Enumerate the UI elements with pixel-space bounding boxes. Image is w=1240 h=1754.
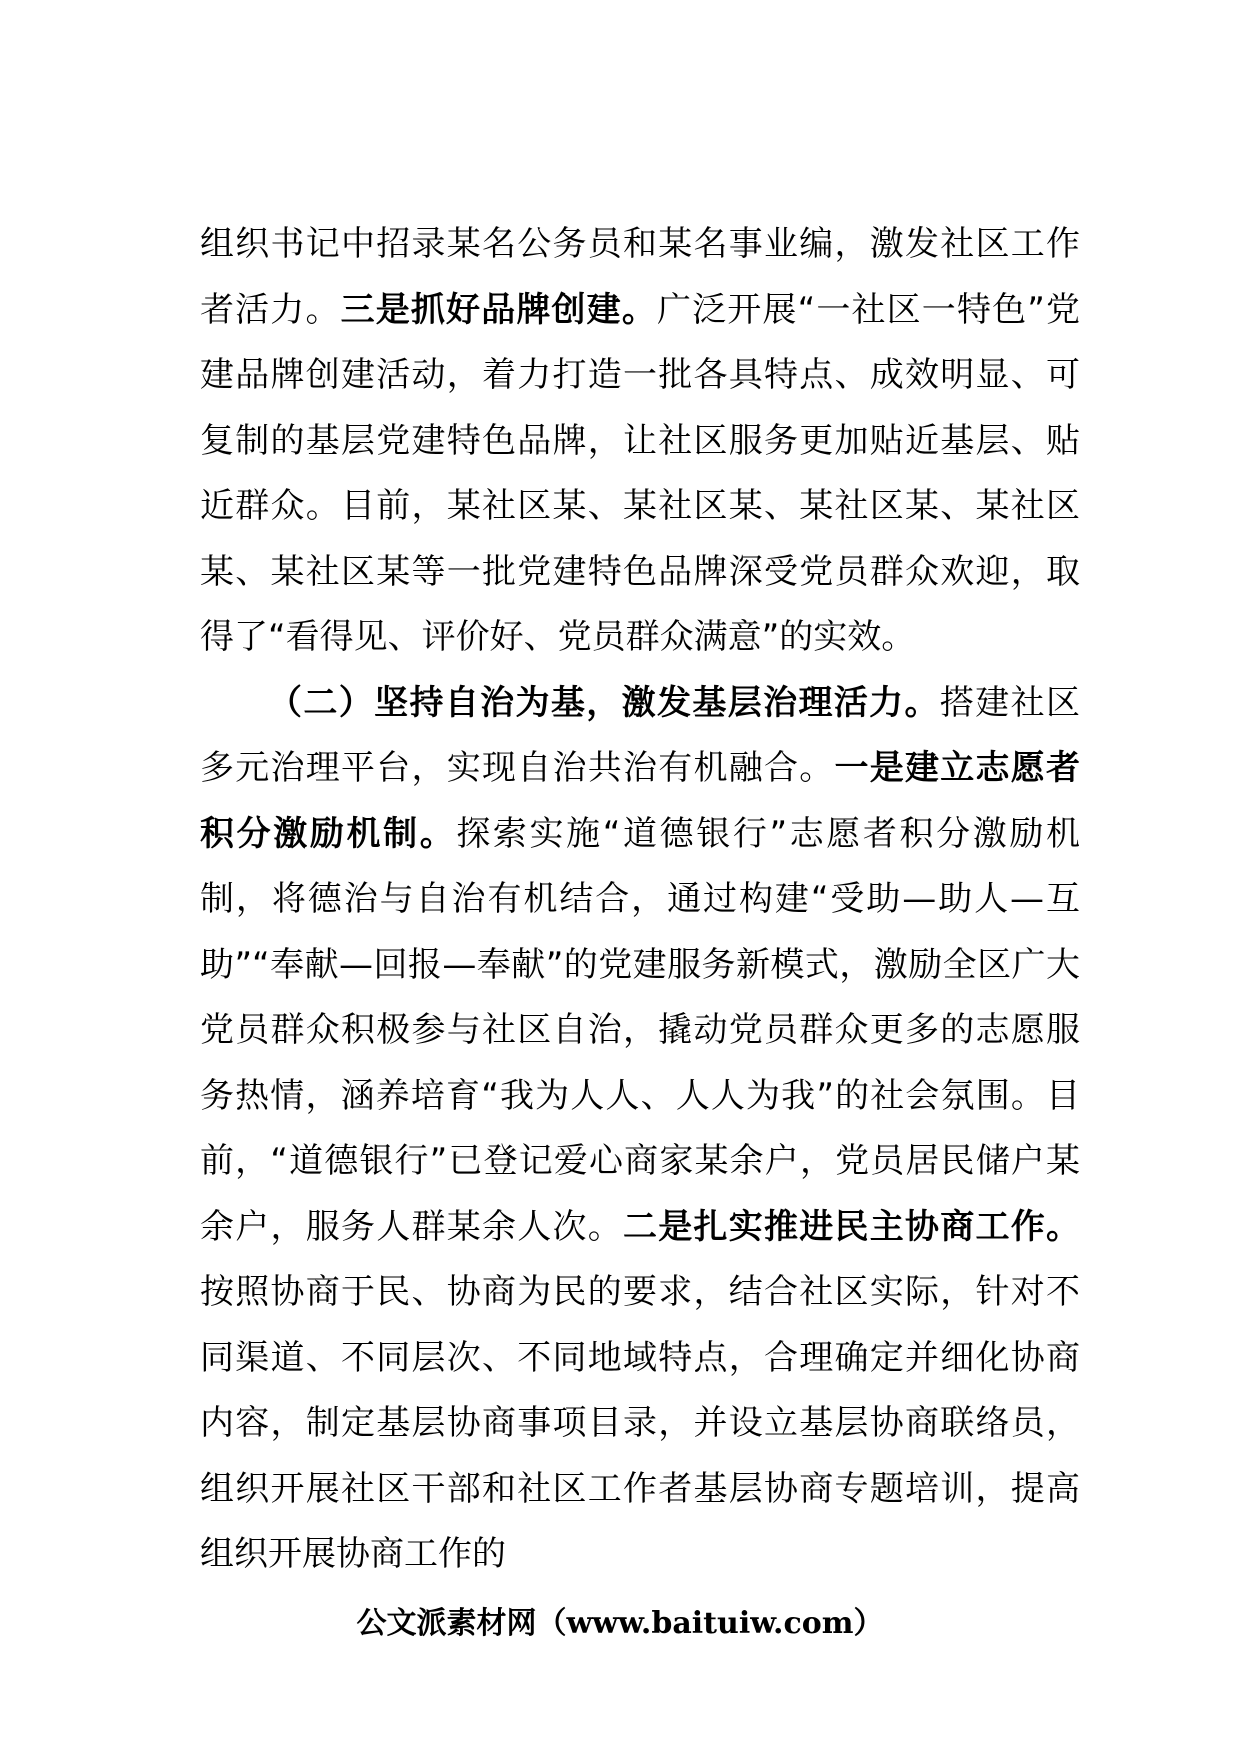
bold-lead-phrase: 一是建立志愿者积分激励机制。 <box>200 748 1080 854</box>
paragraph-self-governance <box>200 671 1080 1588</box>
footer-url: （www.baituiw.com） <box>536 1606 884 1641</box>
bold-lead-phrase: 三是抓好品牌创建。 <box>340 289 657 330</box>
section-heading: （二）坚持自治为基，激发基层治理活力。 <box>268 682 940 723</box>
footer-site-name: 公文派素材网 <box>356 1606 537 1641</box>
page-footer <box>0 1598 1240 1642</box>
paragraph-text: 组织书记中招录某名公务员和某名事业编，激发社区工作者活力。 <box>200 224 1080 330</box>
paragraph-brand-building <box>200 212 1080 671</box>
paragraph-text: 探索实施“道德银行”志愿者积分激励机制，将德治与自治有机结合，通过构建“受助—助人—互助”“奉献—回报—奉献”的党建服务新模式，激励全区广大党员群众积极参与社区自治，撬动党员群众更多的志愿服务热情，涵养培育“我为人人、人人为我”的社会氛围。目前，“道德银行”已登记爱心商家某余户，党员居民储户某余户，服务人群某余人次。 <box>200 813 1080 1247</box>
bold-lead-phrase: 二是扎实推进民主协商工作。 <box>623 1206 1080 1247</box>
paragraph-text: 按照协商于民、协商为民的要求，结合社区实际，针对不同渠道、不同层次、不同地域特点，合理确定并细化协商内容，制定基层协商事项目录，并设立基层协商联络员，组织开展社区干部和社区工作者基层协商专题培训，提高组织开展协商工作的 <box>200 1272 1080 1574</box>
paragraph-text: 广泛开展“一社区一特色”党建品牌创建活动，着力打造一批各具特点、成效明显、可复制的基层党建特色品牌，让社区服务更加贴近基层、贴近群众。目前，某社区某、某社区某、某社区某、某社区某、某社区某等一批党建特色品牌深受党员群众欢迎，取得了“看得见、评价好、党员群众满意”的实效。 <box>200 289 1081 657</box>
document-body <box>200 212 1080 1588</box>
paragraph-text: 搭建社区多元治理平台，实现自治共治有机融合。 <box>200 682 1081 788</box>
